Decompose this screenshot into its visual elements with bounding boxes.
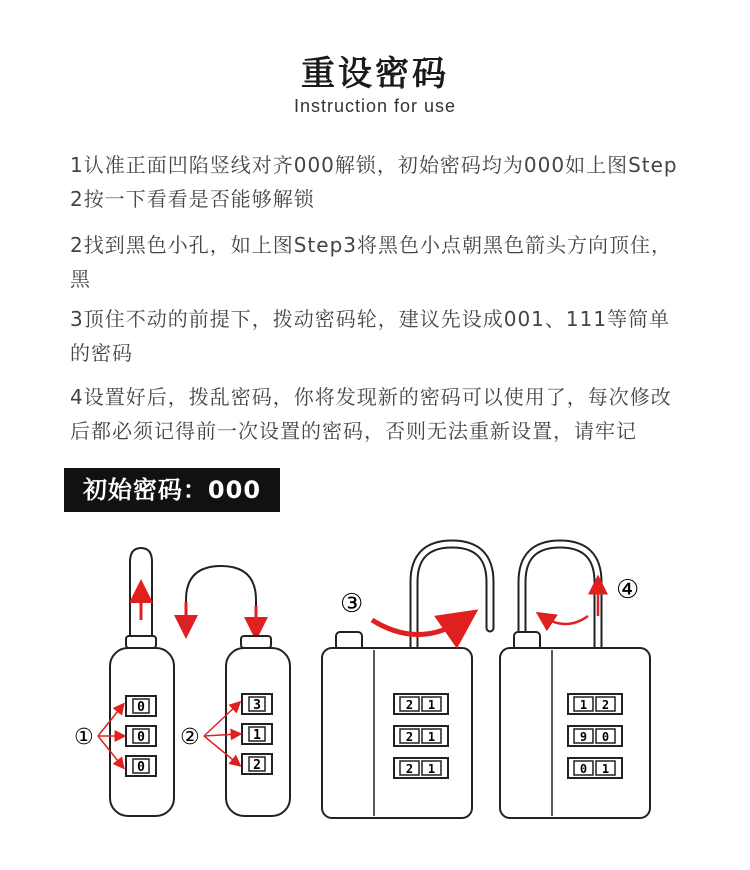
lock-3-shackle-open bbox=[322, 544, 490, 818]
instruction-step-3: 3顶住不动的前提下，拨动密码轮，建议先设成001、111等简单的密码 bbox=[70, 307, 671, 365]
lock-3-wheel-2a: 2 bbox=[405, 730, 414, 744]
lock-3-wheel-3a: 2 bbox=[405, 762, 414, 776]
lock-1-wheels bbox=[126, 696, 156, 776]
lock-4-wheels bbox=[568, 694, 622, 778]
lock-reset-diagram bbox=[0, 520, 750, 830]
lock-3-wheel-1a: 2 bbox=[405, 698, 414, 712]
curved-arrow-right-icon bbox=[372, 618, 466, 635]
lock-2-wheel-2: 1 bbox=[253, 728, 261, 743]
step-marker-3: ③ bbox=[340, 589, 364, 619]
instruction-step-4: 4设置好后，拨乱密码，你将发现新的密码可以使用了，每次修改后都必须记得前一次设置的密码，否则无法重新设置，请牢记 bbox=[70, 385, 672, 443]
step-marker-1: ① bbox=[74, 725, 94, 750]
step-marker-4: ④ bbox=[616, 575, 640, 605]
lock-4-wheel-2b: 0 bbox=[601, 730, 610, 744]
page-title: 重设密码 bbox=[301, 54, 449, 94]
lock-1-shackle-raised bbox=[74, 548, 174, 816]
instruction-step-2: 2找到黑色小孔，如上图Step3将黑色小点朝黑色箭头方向顶住，黑 bbox=[70, 233, 672, 291]
lock-3-wheel-2b: 1 bbox=[427, 730, 436, 744]
lock-3-wheels bbox=[394, 694, 448, 778]
initial-password-badge: 初始密码：000 bbox=[64, 468, 280, 512]
lock-2-wheel-3: 2 bbox=[253, 758, 261, 773]
lock-2-wheels bbox=[242, 694, 272, 774]
lock-1-wheel-2: 0 bbox=[137, 730, 145, 745]
lock-2-wheel-1: 3 bbox=[253, 698, 261, 713]
page-subtitle: Instruction for use bbox=[293, 96, 457, 116]
lock-4-wheel-3a: 0 bbox=[579, 762, 588, 776]
lock-4-wheel-1b: 2 bbox=[601, 698, 610, 712]
lock-4-wheel-3b: 1 bbox=[601, 762, 610, 776]
step-marker-2: ② bbox=[180, 725, 200, 750]
lock-2-shackle-pressed bbox=[180, 566, 290, 816]
lock-1-wheel-1: 0 bbox=[137, 700, 145, 715]
lock-4-wheel-2a: 9 bbox=[579, 730, 588, 744]
instruction-step-1: 1认准正面凹陷竖线对齐000解锁，初始密码均为000如上图Step2按一下看看是否能够解锁 bbox=[70, 153, 678, 211]
lock-1-wheel-3: 0 bbox=[137, 760, 145, 775]
lock-4-shackle-rotated bbox=[500, 544, 650, 818]
curved-arrow-left-icon bbox=[542, 616, 588, 624]
lock-3-wheel-3b: 1 bbox=[427, 762, 436, 776]
lock-4-wheel-1a: 1 bbox=[579, 698, 588, 712]
lock-3-wheel-1b: 1 bbox=[427, 698, 436, 712]
